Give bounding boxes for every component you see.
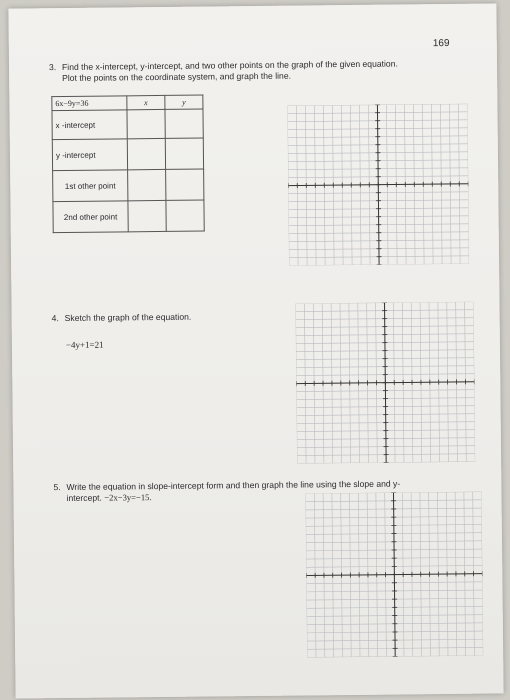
problem-4-instruction: Sketch the graph of the equation. (64, 311, 192, 324)
problem-4 (52, 311, 272, 324)
table-equation: 6x−9y=36 (52, 96, 127, 111)
cell-y-intercept-y[interactable] (165, 138, 203, 169)
coordinate-grid-problem-4[interactable] (296, 302, 476, 464)
table-row (53, 200, 204, 233)
problem-3 (49, 58, 449, 84)
problem-4-equation: −4y+1=21 (65, 339, 104, 350)
grid-svg (287, 104, 469, 266)
problem-number: 5. (53, 482, 61, 493)
problem-number: 4. (51, 313, 59, 324)
problem-3-instruction-line2: Plot the points on the coordinate system, and graph the line. (62, 70, 292, 84)
row-label-y-intercept: y -intercept (52, 139, 127, 171)
coordinate-grid-problem-5[interactable] (305, 492, 483, 658)
row-label-x-intercept: x -intercept (52, 110, 127, 140)
problem-5-equation: −2x−3y=−15. (104, 492, 152, 503)
cell-y-intercept-x[interactable] (127, 138, 165, 169)
problem-3-instruction-line1: Find the x-intercept, y-intercept, and two other points on the graph of the given equation. (61, 58, 398, 73)
table-row (53, 169, 204, 202)
worksheet-page (8, 3, 503, 698)
grid-svg (296, 302, 476, 464)
xy-table (51, 95, 204, 234)
column-header-y: y (165, 95, 203, 109)
coordinate-grid-problem-3[interactable] (287, 104, 469, 266)
grid-svg (305, 492, 483, 658)
table-row (52, 138, 203, 171)
cell-second-point-x[interactable] (128, 200, 166, 231)
cell-x-intercept-x[interactable] (127, 109, 165, 138)
problem-5-instruction-line2: intercept. (66, 492, 102, 503)
cell-first-point-x[interactable] (128, 169, 166, 200)
table-row (52, 109, 203, 140)
problem-5-instruction-line1: Write the equation in slope-intercept form and then graph the line using the slope and y- (66, 478, 401, 492)
row-label-second-other-point: 2nd other point (53, 201, 128, 233)
column-header-x: x (127, 95, 165, 109)
page-number: 169 (432, 37, 450, 50)
cell-second-point-y[interactable] (166, 200, 204, 231)
cell-x-intercept-y[interactable] (165, 109, 203, 138)
problem-number: 3. (48, 62, 57, 73)
row-label-first-other-point: 1st other point (53, 170, 128, 202)
cell-first-point-y[interactable] (166, 169, 204, 200)
